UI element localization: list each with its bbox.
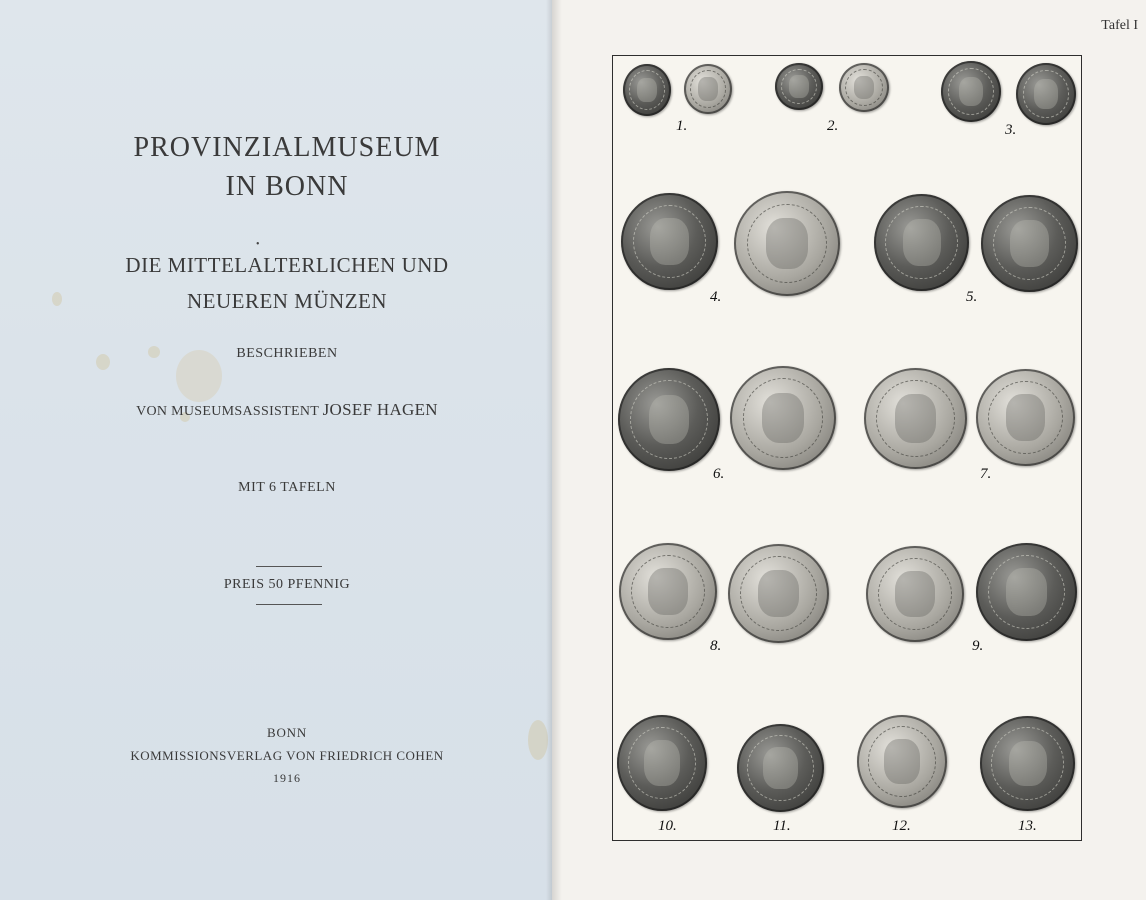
coin-number-5: 5. — [966, 289, 978, 305]
coin-image-5-reverse — [981, 195, 1078, 292]
coin-number-9: 9. — [972, 638, 984, 654]
coin-image-9-reverse — [976, 543, 1077, 641]
divider — [256, 566, 322, 567]
coin-image-9-obverse — [866, 546, 964, 642]
author-prefix: VON MUSEUMSASSISTENT — [136, 404, 319, 419]
coin-image-5-obverse — [874, 194, 969, 291]
cover-plates: MIT 6 TAFELN — [238, 480, 336, 495]
cover-author — [0, 400, 552, 420]
coin-image-8-reverse — [728, 544, 829, 643]
plate-label: Tafel I — [1101, 18, 1138, 33]
coin-image-11 — [737, 724, 824, 812]
cover-title-line1: PROVINZIALMUSEUM — [133, 132, 441, 163]
coin-number-8: 8. — [710, 638, 722, 654]
coin-number-2: 2. — [827, 118, 839, 134]
coin-number-12: 12. — [892, 818, 911, 834]
decorative-dot: • — [256, 239, 260, 250]
cover-price: PREIS 50 PFENNIG — [223, 577, 351, 592]
coin-number-13: 13. — [1018, 818, 1037, 834]
plate-page — [552, 0, 1146, 900]
coin-number-4: 4. — [710, 289, 722, 305]
coin-image-2-reverse — [839, 63, 889, 112]
coin-number-10: 10. — [658, 818, 677, 834]
cover-subtitle-line2: NEUEREN MÜNZEN — [186, 289, 388, 313]
coin-image-4-obverse — [621, 193, 718, 290]
coin-image-10 — [617, 715, 707, 811]
divider — [256, 604, 322, 605]
coin-image-1-reverse — [684, 64, 732, 114]
coin-number-11: 11. — [773, 818, 791, 834]
coin-plate — [612, 55, 1082, 841]
coin-number-6: 6. — [713, 466, 725, 482]
coin-image-7-reverse — [976, 369, 1075, 466]
coin-image-12 — [857, 715, 947, 808]
cover-city: BONN — [266, 725, 308, 740]
cover-page — [0, 0, 552, 900]
cover-year: 1916 — [273, 771, 301, 785]
coin-image-3-obverse — [941, 61, 1001, 122]
coin-image-4-reverse — [734, 191, 840, 296]
coin-number-3: 3. — [1005, 122, 1017, 138]
cover-title-line2: IN BONN — [225, 171, 349, 202]
coin-image-3-reverse — [1016, 63, 1076, 125]
coin-image-1-obverse — [623, 64, 671, 116]
author-name: JOSEF HAGEN — [322, 400, 438, 419]
cover-publisher: KOMMISSIONSVERLAG VON FRIEDRICH COHEN — [130, 748, 444, 763]
coin-image-6-obverse — [618, 368, 720, 471]
cover-described: BESCHRIEBEN — [236, 346, 338, 361]
coin-image-8-obverse — [619, 543, 717, 640]
coin-image-13 — [980, 716, 1075, 811]
coin-image-6-reverse — [730, 366, 836, 470]
coin-number-7: 7. — [980, 466, 992, 482]
coin-image-2-obverse — [775, 63, 823, 110]
coin-image-7-obverse — [864, 368, 967, 469]
cover-subtitle-line1: DIE MITTELALTERLICHEN UND — [125, 253, 449, 277]
coin-number-1: 1. — [676, 118, 688, 134]
